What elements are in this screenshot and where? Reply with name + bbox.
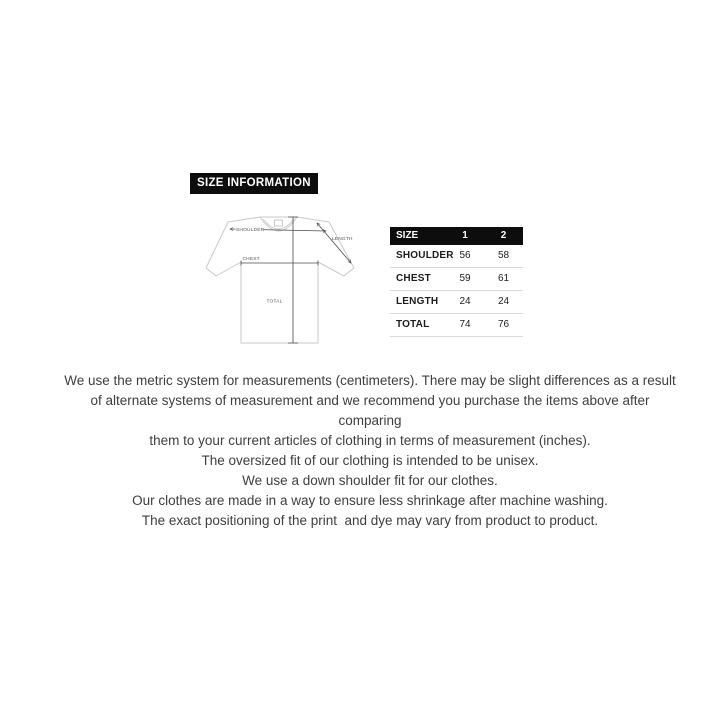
row-label: CHEST — [396, 273, 431, 284]
description-line: We use the metric system for measurements (centimeters). There may be slight differences as a result — [64, 373, 676, 388]
size-table-row-shoulder — [390, 245, 523, 268]
description-line: The oversized fit of our clothing is intended to be unisex. — [201, 453, 539, 468]
description-line: Our clothes are made in a way to ensure less shrinkage after machine washing. — [132, 493, 608, 508]
size-table-header-size: SIZE — [396, 230, 419, 241]
size-table-row-length — [390, 291, 523, 314]
row-label: TOTAL — [396, 319, 430, 330]
description-line: comparing — [338, 413, 402, 428]
description-line: We use a down shoulder fit for our clothes. — [242, 473, 498, 488]
length-label: LENGTH — [332, 237, 353, 242]
chest-label: CHEST — [242, 256, 260, 262]
measurement-notes — [0, 371, 703, 531]
row-label: LENGTH — [396, 296, 439, 307]
row-value-size1: 74 — [459, 319, 471, 330]
tshirt-outline — [206, 217, 354, 343]
row-value-size1: 59 — [459, 273, 471, 284]
row-value-size2: 61 — [497, 273, 510, 284]
row-value-size1: 56 — [459, 250, 471, 261]
size-information-badge: SIZE INFORMATION — [190, 173, 318, 194]
row-value-size1: 24 — [459, 296, 471, 307]
size-table — [390, 227, 523, 337]
description-line: them to your current articles of clothing in terms of measurement (inches). — [149, 433, 591, 448]
row-value-size2: 76 — [497, 319, 510, 330]
size-table-header-size1: 1 — [462, 230, 468, 241]
row-value-size2: 24 — [497, 296, 510, 307]
size-table-row-total — [390, 314, 523, 337]
description-line: The exact positioning of the print and dye may vary from product to product. — [141, 513, 599, 528]
size-table-header-row — [390, 227, 523, 245]
row-value-size2: 58 — [497, 250, 510, 261]
size-table-row-chest — [390, 268, 523, 291]
row-label: SHOULDER — [396, 250, 454, 261]
total-label: TOTAL — [266, 299, 283, 305]
description-line: of alternate systems of measurement and we recommend you purchase the items above after — [90, 393, 650, 408]
shoulder-label: SHOULDER — [236, 227, 265, 233]
tshirt-measurement-diagram-icon — [200, 210, 360, 345]
size-table-header-size2: 2 — [500, 230, 507, 241]
